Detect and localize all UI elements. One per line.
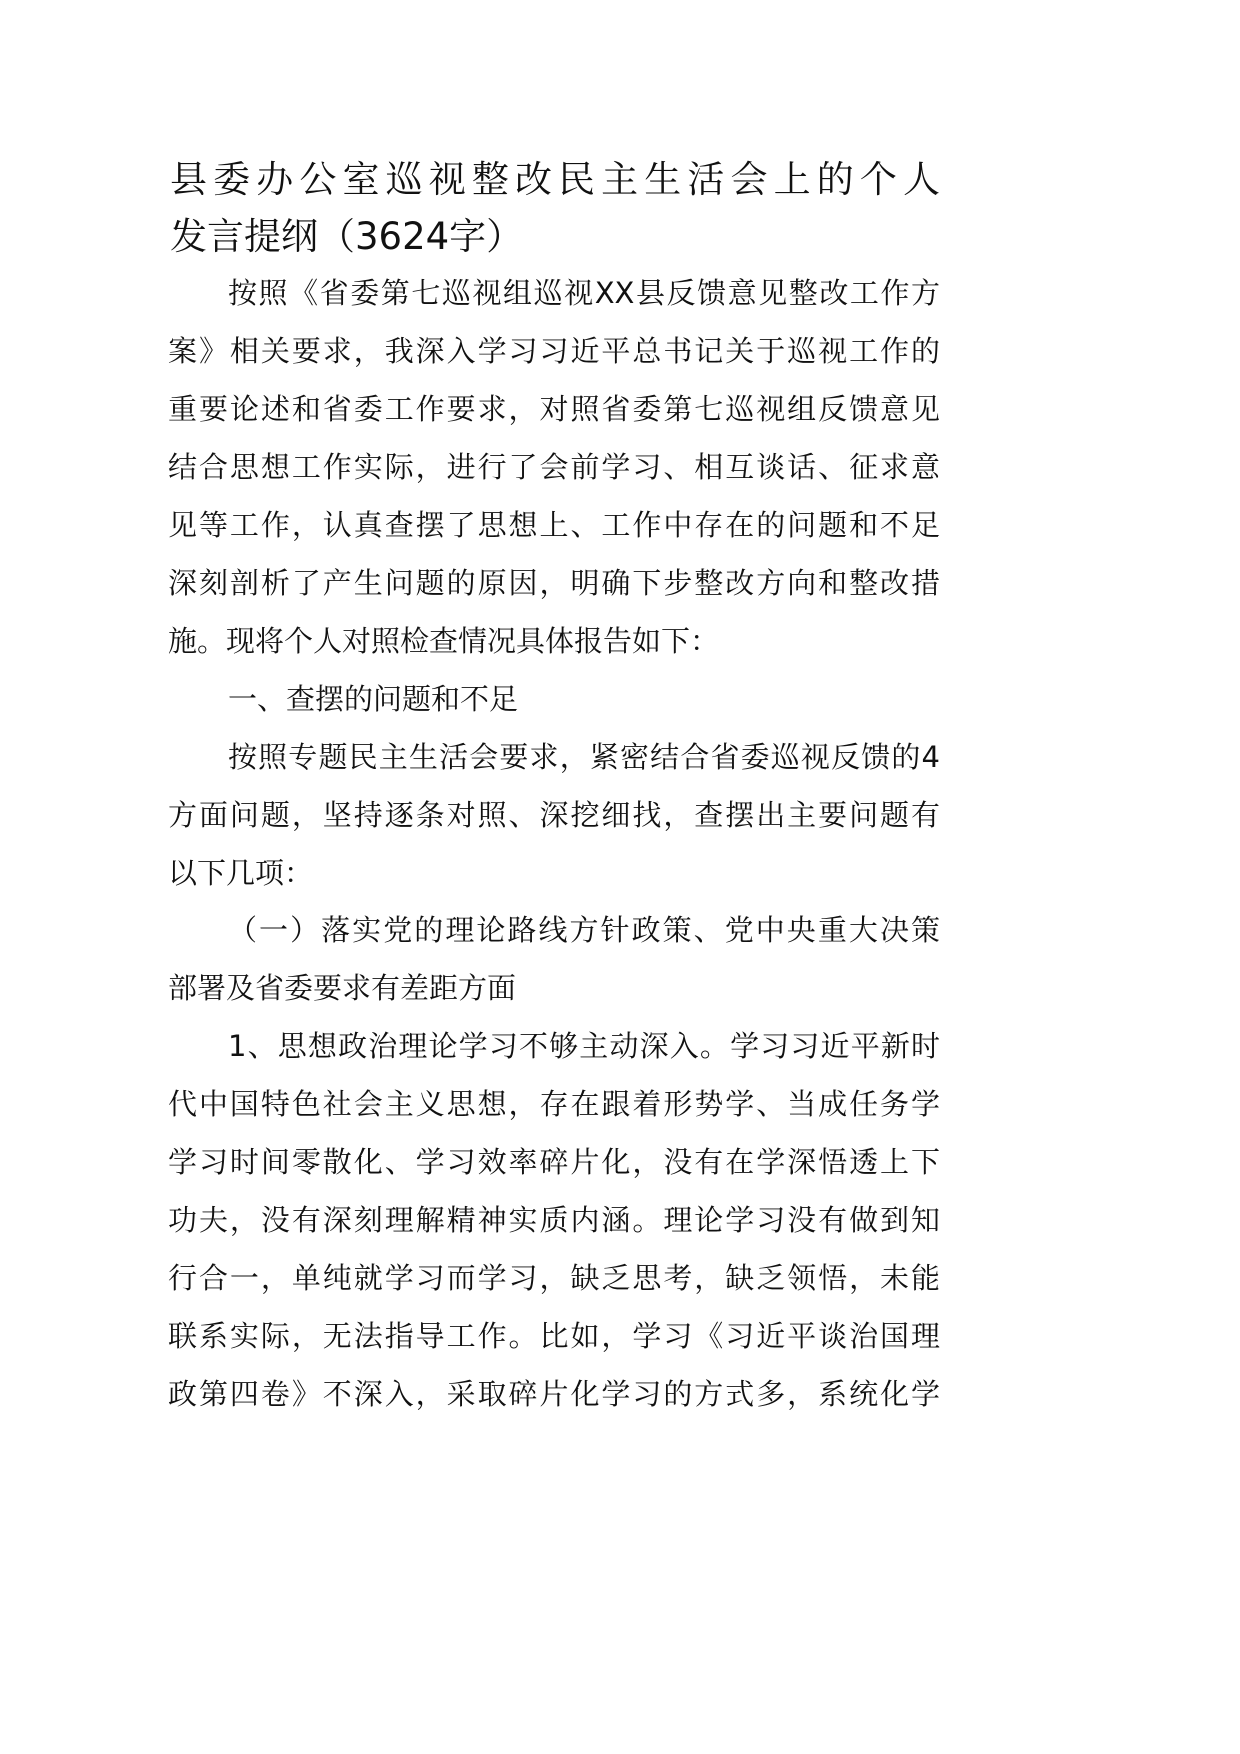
body-line: 结合思想工作实际，进行了会前学习、相互谈话、征求意 xyxy=(168,449,940,484)
document-title-line-2: 发言提纲（3624字） xyxy=(170,215,524,258)
body-line: 一、查摆的问题和不足 xyxy=(228,681,519,716)
body-line: 行合一，单纯就学习而学习，缺乏思考，缺乏领悟，未能 xyxy=(168,1261,940,1296)
body-line: 政第四卷》不深入，采取碎片化学习的方式多，系统化学 xyxy=(168,1377,940,1412)
body-line: 联系实际，无法指导工作。比如，学习《习近平谈治国理 xyxy=(168,1319,940,1354)
body-line: 学习时间零散化、学习效率碎片化，没有在学深悟透上下 xyxy=(168,1145,940,1180)
body-line: 功夫，没有深刻理解精神实质内涵。理论学习没有做到知 xyxy=(168,1203,940,1238)
body-line: 按照专题民主生活会要求，紧密结合省委巡视反馈的4 xyxy=(228,739,940,774)
body-line: 以下几项： xyxy=(168,855,314,890)
body-line: 代中国特色社会主义思想，存在跟着形势学、当成任务学 xyxy=(168,1087,940,1122)
body-line: （一）落实党的理论路线方针政策、党中央重大决策 xyxy=(228,913,940,948)
body-line: 重要论述和省委工作要求，对照省委第七巡视组反馈意见 xyxy=(168,391,940,426)
body-line: 施。现将个人对照检查情况具体报告如下： xyxy=(168,623,720,658)
body-line: 案》相关要求，我深入学习习近平总书记关于巡视工作的 xyxy=(168,333,940,368)
body-line: 深刻剖析了产生问题的原因，明确下步整改方向和整改措 xyxy=(168,565,940,600)
body-line: 方面问题，坚持逐条对照、深挖细找，查摆出主要问题有 xyxy=(168,797,940,832)
document-title-line-1: 县委办公室巡视整改民主生活会上的个人 xyxy=(170,158,940,201)
body-line: 1、思想政治理论学习不够主动深入。学习习近平新时 xyxy=(228,1029,940,1064)
body-line: 部署及省委要求有差距方面 xyxy=(168,971,517,1006)
body-line: 按照《省委第七巡视组巡视XX县反馈意见整改工作方 xyxy=(228,276,940,310)
body-line: 见等工作，认真查摆了思想上、工作中存在的问题和不足 xyxy=(168,507,940,542)
